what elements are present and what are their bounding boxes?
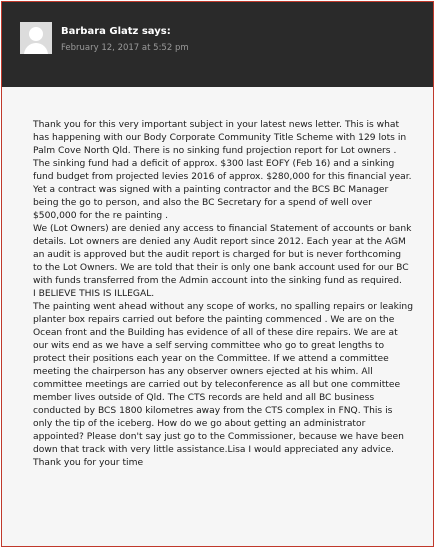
avatar-body-shape — [24, 43, 48, 54]
comment-author-line — [61, 26, 171, 37]
comment-date[interactable]: February 12, 2017 at 5:52 pm — [61, 43, 189, 53]
comment-frame — [1, 1, 434, 547]
comment-author[interactable]: Barbara Glatz — [61, 26, 139, 37]
comment-body: Thank you for this very important subject in your latest news letter. This is what has happening with our Body Corporate Community Title Scheme with 129 lots in Palm Cove North Qld. There is no sinking fund projection report for Lot owners . The sinking fund had a deficit of approx. $300 last EOFY (Feb 16) and a sinking fund budget from projected levies 2016 of approx. $280,000 for this financial year. Yet a contract was signed with a painting contractor and the BCS BC Manager being the go to person, and also the BC Secretary for a spend of well over $500,000 for the re painting . We (Lot Owners) are denied any access to financial Statement of accounts or bank details. Lot owners are denied any Audit report since 2012. Each year at the AGM an audit is approved but the audit report is charged for but is never forthcoming to the Lot Owners. We are told that their is only one bank account used for our BC with funds transferred from the Admin account into the sinking fund as required. I BELIEVE THIS IS ILLEGAL. The painting went ahead without any scope of works, no spalling repairs or leaking planter box repairs carried out before the painting commenced . We are on the Ocean front and the Building has evidence of all of these dire repairs. We are at our wits end as we have a self serving committee who go to great lengths to protect their positions each year on the Committee. If we attend a committee meeting the chairperson has any observer owners ejected at his whim. All committee meetings are carried out by teleconference as all but one committee member lives outside of Qld. The CTS records are held and all BC business conducted by BCS 1800 kilometres away from the CTS complex in FNQ. This is only the tip of the iceberg. How do we go about getting an administrator appointed? Please don't say just go to the Commissioner, because we have been down that track with very little assistance.Lisa I would appreciated any advice. Thank you for your time — [33, 120, 413, 468]
avatar — [20, 22, 52, 54]
avatar-head-shape — [29, 27, 43, 41]
comment-says: says: — [141, 26, 171, 37]
comment-header — [2, 2, 433, 87]
comment-content — [2, 87, 433, 546]
